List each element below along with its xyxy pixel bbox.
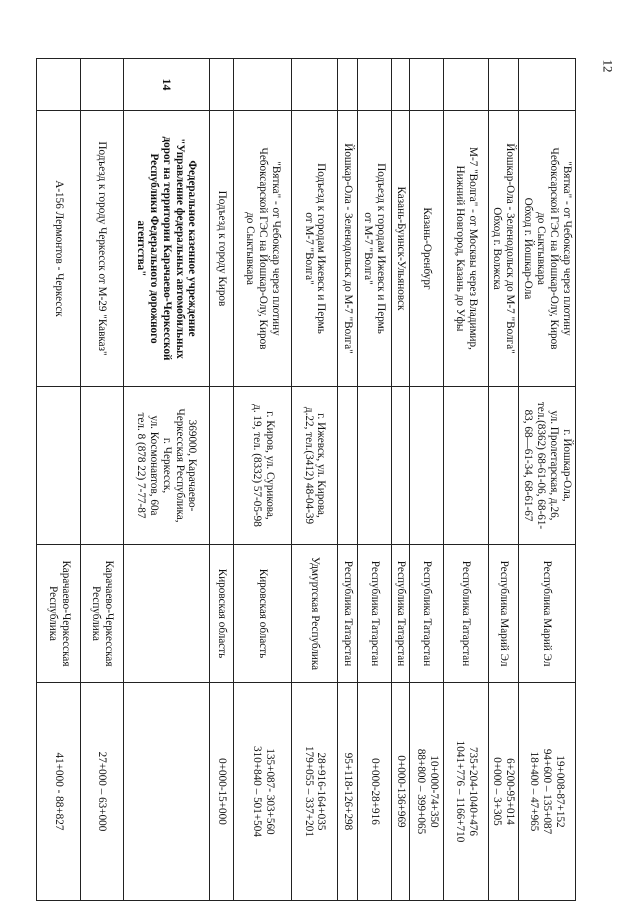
address-cell-line: г. Киров, ул. Сурикова,: [263, 411, 276, 520]
region-cell: Республика Татарстан: [337, 545, 357, 683]
address-cell-line: ул. Пролетарская, д.26,: [547, 410, 560, 521]
km-range-cell: [444, 683, 488, 901]
km-range-cell-line: 135+087- 303+560: [263, 748, 276, 835]
region-cell: Кировская область: [234, 545, 292, 683]
road-name-cell-line: агентства": [134, 220, 147, 277]
road-name-cell-line: Казань-Оренбург: [421, 207, 434, 290]
address-cell-line: 83, 68—61-34, 68-61-67: [521, 409, 534, 522]
table-row: [444, 59, 488, 901]
address-cell-line: д.22, тел.(3412) 48-04-39: [302, 406, 315, 525]
km-range-cell: [123, 683, 209, 901]
address-cell-line: тел. 8 (878 22) 7-77-87: [134, 412, 147, 519]
road-name-cell-line: "Вятка" - от Чебоксар через плотину: [560, 161, 573, 336]
road-name-cell: [337, 111, 357, 387]
road-name-cell-line: Нижний Новгород, Казань до Уфы: [453, 165, 466, 332]
road-name-cell-line: Казань-Буинск-Ульяновск: [395, 186, 407, 311]
row-number-cell: [234, 59, 292, 111]
address-cell-line: ул. Космонавтов, 60а: [147, 415, 160, 516]
row-number-cell: [392, 59, 410, 111]
road-name-cell: [410, 111, 444, 387]
address-cell: [123, 387, 209, 545]
road-name-cell-line: Подъезд к городу Черкесск от М-29 "Кавказ": [96, 141, 109, 356]
region-cell: Карачаево-Черкесская Республика: [37, 545, 81, 683]
road-name-cell: [488, 111, 518, 387]
km-range-cell-line: 19+008-87+152: [554, 755, 567, 828]
km-range-cell: [410, 683, 444, 901]
address-cell: [444, 387, 488, 545]
table-row: [410, 59, 444, 901]
rotated-table-container: [36, 58, 576, 900]
table-body: [37, 59, 576, 901]
road-name-cell-line: Федеральное казенное учреждение: [186, 160, 199, 337]
region-cell: Удмуртская Республика: [292, 545, 337, 683]
address-cell: [37, 387, 81, 545]
region-cell: Республика Татарстан: [392, 545, 410, 683]
row-number-cell: [210, 59, 234, 111]
km-range-cell: [488, 683, 518, 901]
road-name-cell-line: до Сыктывкара: [534, 212, 547, 285]
table-row: [210, 59, 234, 901]
road-name-cell: [292, 111, 337, 387]
address-cell-line: г. Йошкар-Ола,: [560, 429, 573, 502]
table-row: [234, 59, 292, 901]
address-cell: [357, 387, 391, 545]
km-range-cell-line: 41+000 - 88+827: [53, 752, 66, 831]
km-range-cell-line: 95+118-126+298: [341, 752, 354, 831]
address-cell: [392, 387, 410, 545]
km-range-cell-line: 0+000-136+969: [395, 755, 407, 828]
table-row: [357, 59, 391, 901]
road-name-cell-line: дорог на территории Карачаево-Черкесской: [160, 136, 173, 361]
address-cell: [518, 387, 575, 545]
table-row: [518, 59, 575, 901]
road-name-cell-line: Йошкар-Ола - Зеленодольск до М-7 "Волга": [341, 143, 354, 354]
region-cell: Республика Татарстан: [444, 545, 488, 683]
road-name-cell-line: "Вятка" - от Чебоксар через плотину: [270, 161, 283, 336]
table-row: [123, 59, 209, 901]
row-number-cell: [410, 59, 444, 111]
row-number-cell: [337, 59, 357, 111]
km-range-cell: [210, 683, 234, 901]
road-name-cell-line: Республики Федерального дорожного: [147, 153, 160, 344]
address-cell-line: г. Ижевск, ул. Кирова,: [315, 413, 328, 518]
road-name-cell-line: Обход г. Йошкар-Ола: [521, 197, 534, 300]
row-number-cell: [292, 59, 337, 111]
address-cell: [81, 387, 123, 545]
road-name-cell-line: А-156 Лермонтов - Черкесск: [53, 180, 66, 317]
row-number-cell: [518, 59, 575, 111]
road-name-cell-line: Чебоксарской ГЭС на Йошкар-Олу, Киров: [547, 147, 560, 350]
km-range-cell: [81, 683, 123, 901]
page-number: 12: [600, 59, 616, 73]
table-row: [392, 59, 410, 901]
address-cell: [410, 387, 444, 545]
km-range-cell-line: 310+840 – 501+504: [250, 746, 263, 837]
km-range-cell: [292, 683, 337, 901]
road-name-cell-line: Подъезд к городам Ижевск и Пермь: [375, 163, 388, 334]
road-name-cell: [444, 111, 488, 387]
road-name-cell-line: Чебоксарской ГЭС на Йошкар-Олу, Киров: [257, 147, 270, 350]
region-cell: Республика Татарстан: [410, 545, 444, 683]
km-range-cell-line: 6+200-95+014: [503, 758, 516, 825]
km-range-cell: [234, 683, 292, 901]
road-name-cell-line: "Управление федеральных автомобильных: [173, 138, 186, 359]
km-range-cell-line: 28+916-164+035: [315, 752, 328, 831]
region-cell: Карачаево-Черкесская Республика: [81, 545, 123, 683]
table-row: [81, 59, 123, 901]
road-name-cell-line: Обход г. Волжска: [491, 207, 504, 290]
row-number-cell: [488, 59, 518, 111]
row-number-cell: 14: [123, 59, 209, 111]
km-range-cell-line: 1041+776 – 1166+710: [453, 740, 466, 843]
address-cell-line: г. Черкесск,: [160, 437, 173, 494]
address-cell-line: д. 19, тел. (8332) 57-05-98: [250, 404, 263, 527]
address-cell: [292, 387, 337, 545]
row-number-cell: [357, 59, 391, 111]
region-cell: Кировская область: [210, 545, 234, 683]
road-name-cell: [392, 111, 410, 387]
address-cell: [337, 387, 357, 545]
road-name-cell: [123, 111, 209, 387]
km-range-cell-line: 179+055 – 337+201: [302, 746, 315, 837]
road-name-cell-line: от М-7 "Волга": [362, 212, 375, 285]
address-cell-line: тел.(8362) 68-61-06, 68-61-: [534, 401, 547, 530]
km-range-cell: [518, 683, 575, 901]
road-name-cell: [210, 111, 234, 387]
row-number-cell: [37, 59, 81, 111]
road-name-cell: [81, 111, 123, 387]
km-range-cell-line: 735+204-1040+476: [466, 746, 479, 837]
km-range-cell: [37, 683, 81, 901]
road-name-cell-line: Подъезд к городу Киров: [216, 190, 229, 307]
km-range-cell-line: 0+000-28+916: [368, 758, 381, 825]
table-row: [488, 59, 518, 901]
road-name-cell: [234, 111, 292, 387]
table-row: [292, 59, 337, 901]
km-range-cell-line: 27+000 – 63+000: [96, 751, 109, 832]
km-range-cell-line: 88+800 – 399+065: [414, 748, 427, 835]
road-name-cell-line: от М-7 "Волга": [302, 212, 315, 285]
road-name-cell-line: Подъезд к городам Ижевск и Пермь: [315, 163, 328, 334]
km-range-cell-line: 10+000-74+350: [427, 755, 440, 828]
km-range-cell: [392, 683, 410, 901]
region-cell: [123, 545, 209, 683]
road-name-cell: [518, 111, 575, 387]
km-range-cell-line: 94+600 – 135+087: [541, 748, 554, 835]
region-cell: Республика Марий Эл: [518, 545, 575, 683]
region-cell: Республика Татарстан: [357, 545, 391, 683]
km-range-cell: [337, 683, 357, 901]
row-number-cell: [444, 59, 488, 111]
region-cell: Республика Марий Эл: [488, 545, 518, 683]
road-name-cell-line: М-7 "Волга" - от Москвы через Владимир,: [466, 147, 479, 350]
table-row: [37, 59, 81, 901]
address-cell: [210, 387, 234, 545]
km-range-cell: [357, 683, 391, 901]
road-name-cell: [37, 111, 81, 387]
row-number-cell: [81, 59, 123, 111]
roads-table: [36, 58, 576, 901]
address-cell-line: 369000, Карачаево-: [186, 419, 199, 512]
road-name-cell: [357, 111, 391, 387]
km-range-cell-line: 18+400 – 47+965: [528, 751, 541, 832]
road-name-cell-line: Йошкар-Ола - Зеленодольск до М-7 "Волга": [503, 143, 516, 354]
address-cell: [234, 387, 292, 545]
table-row: [337, 59, 357, 901]
km-range-cell-line: 0+000-15+000: [216, 758, 229, 825]
road-name-cell-line: до Сыктывкара: [244, 212, 257, 285]
address-cell-line: Черкесская Республика,: [173, 408, 186, 523]
address-cell: [488, 387, 518, 545]
km-range-cell-line: 0+000 – 3+305: [491, 757, 504, 826]
